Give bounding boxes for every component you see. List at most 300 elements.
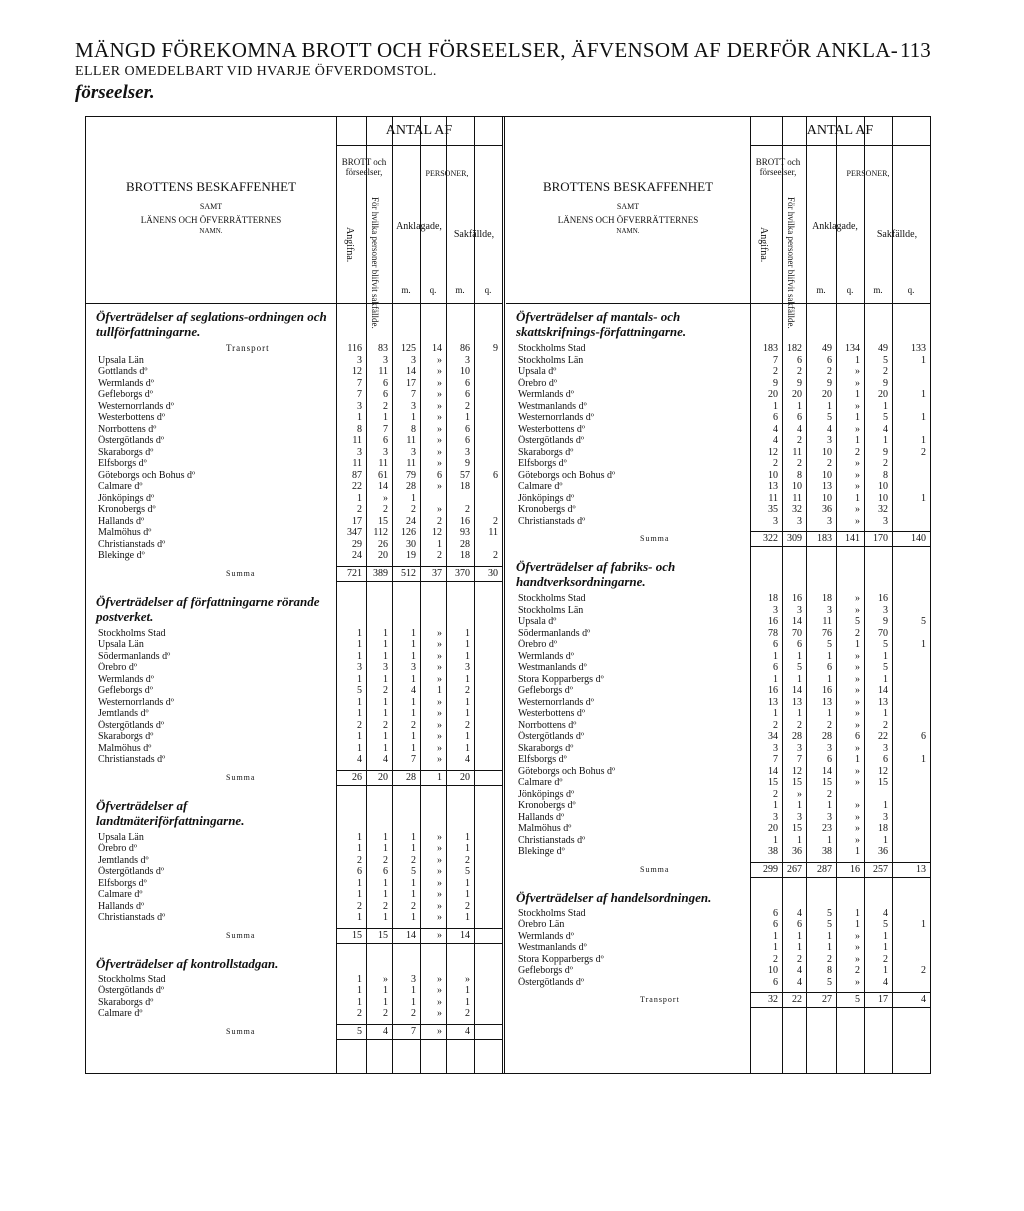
region-name: Norrbottens dº (98, 423, 157, 435)
section-title: Öfverträdelser af seglations-ordningen och tullförfattningarne. (96, 309, 327, 339)
region-name: Göteborgs och Bohus dº (98, 469, 196, 481)
region-name: Wermlands dº (98, 377, 154, 389)
table-cell: 12 (768, 446, 778, 458)
table-cell: 1 (465, 650, 470, 662)
table-cell: 1 (383, 912, 388, 923)
table-cell: 7 (411, 389, 416, 400)
table-cell: 1 (383, 831, 388, 843)
table-row (506, 481, 930, 493)
table-cell: » (855, 515, 860, 527)
table-cell: 2 (465, 685, 470, 696)
summa-rule-bottom (750, 877, 930, 878)
table-cell: 2 (437, 550, 442, 561)
region-name: Wermlands dº (518, 389, 574, 400)
table-cell: » (855, 800, 860, 811)
table-row (506, 639, 930, 651)
table-cell: » (855, 719, 860, 731)
namn-header: NAMN. (616, 227, 640, 235)
table-cell: » (437, 673, 442, 685)
q-header: q. (429, 285, 437, 295)
table-cell: 2 (383, 719, 388, 731)
table-cell: 3 (797, 811, 802, 823)
summa-value: 370 (455, 567, 470, 579)
table-cell: 2 (383, 900, 388, 912)
table-cell: » (437, 662, 442, 673)
table-cell: 32 (792, 504, 802, 515)
for-hvilka-header: För hvilka personer blifvit sakfällde. (370, 197, 380, 329)
table-cell: 2 (383, 685, 388, 696)
table-cell: 2 (357, 1008, 362, 1019)
table-cell: 3 (411, 400, 416, 412)
table-cell: 3 (827, 604, 832, 616)
table-row (506, 605, 930, 617)
table-row (86, 889, 502, 901)
region-name: Malmöhus dº (98, 527, 152, 538)
table-cell: 2 (883, 458, 888, 469)
table-cell: 2 (357, 719, 362, 731)
table-cell: 1 (465, 912, 470, 923)
table-cell: 7 (357, 389, 362, 400)
table-row (86, 504, 502, 516)
summa-row (86, 930, 502, 942)
region-name: Upsala dº (518, 366, 557, 377)
table-cell: 2 (383, 854, 388, 866)
sakfallde-header: Sakfällde, (453, 229, 495, 240)
table-cell: 4 (797, 907, 802, 919)
table-cell: 2 (411, 900, 416, 912)
table-cell: 1 (383, 742, 388, 754)
table-cell: 3 (883, 742, 888, 754)
table-cell: 15 (378, 515, 388, 527)
region-name: Östergötlands dº (98, 985, 164, 996)
table-cell: 34 (768, 731, 778, 742)
table-row (86, 1008, 502, 1020)
table-cell: 3 (357, 354, 362, 366)
table-cell: 10 (768, 469, 778, 481)
table-cell: » (855, 811, 860, 823)
table-cell: 2 (465, 854, 470, 866)
region-name: Skaraborgs dº (98, 996, 154, 1008)
table-row (86, 366, 502, 378)
table-cell: 3 (357, 446, 362, 458)
table-cell: 5 (357, 685, 362, 696)
table-cell: » (437, 719, 442, 731)
table-cell: 2 (883, 719, 888, 731)
section-title: Öfverträdelser af författningarne rörande postverket. (96, 593, 320, 624)
table-cell: 30 (406, 538, 416, 550)
region-name: Norrbottens dº (518, 719, 577, 731)
summa-value: 257 (873, 863, 888, 875)
table-cell: » (855, 942, 860, 953)
summa-value: 22 (792, 994, 802, 1005)
table-cell: 1 (357, 912, 362, 923)
table-cell: 1 (921, 412, 926, 423)
table-cell: » (383, 973, 388, 985)
header-bottom-rule (506, 303, 930, 304)
summa-value: 267 (787, 863, 802, 875)
table-cell: 1 (827, 942, 832, 953)
table-cell: 2 (357, 504, 362, 515)
table-cell: 2 (383, 504, 388, 515)
for-hvilka-header: För hvilka personer blifvit sakfällde. (786, 197, 796, 329)
table-cell: 28 (406, 481, 416, 492)
table-row (86, 424, 502, 436)
table-cell: » (855, 604, 860, 616)
table-cell: 4 (883, 976, 888, 988)
header-bottom-rule (86, 303, 502, 304)
brott-och-header: BROTT och förseelser, (341, 157, 387, 177)
summa-value: » (437, 929, 442, 941)
table-cell: 6 (797, 919, 802, 930)
table-row (86, 985, 502, 997)
table-cell: 6 (773, 907, 778, 919)
samt-header: SAMT (199, 202, 223, 211)
table-cell: 1 (411, 843, 416, 854)
table-cell: 3 (383, 446, 388, 458)
table-cell: 5 (883, 919, 888, 930)
region-name: Jönköpings dº (518, 492, 575, 504)
table-cell: 2 (773, 788, 778, 800)
table-cell: » (437, 854, 442, 866)
brottens-header: BROTTENS BESKAFFENHET (125, 179, 297, 194)
table-cell: 5 (827, 639, 832, 650)
brottens-header: BROTTENS BESKAFFENHET (542, 179, 714, 194)
table-cell: 5 (797, 662, 802, 673)
table-cell: 15 (792, 777, 802, 788)
transport-value: 86 (460, 343, 470, 354)
table-cell: 38 (768, 846, 778, 857)
table-cell: 18 (822, 593, 832, 604)
region-name: Örebro dº (518, 377, 557, 389)
table-cell: 12 (432, 527, 442, 538)
summa-label: Summa (226, 1026, 256, 1036)
region-name: Elfsborgs dº (98, 458, 147, 469)
table-cell: 1 (357, 696, 362, 708)
table-cell: 3 (773, 742, 778, 754)
table-cell: » (437, 354, 442, 366)
table-cell: 2 (827, 366, 832, 377)
table-cell: 10 (822, 492, 832, 504)
table-cell: 3 (773, 811, 778, 823)
table-row (86, 855, 502, 867)
summa-label: Summa (640, 864, 670, 874)
table-cell: 1 (921, 389, 926, 400)
table-cell: 8 (797, 469, 802, 481)
personer-header: PERSONER, (425, 169, 469, 178)
table-cell: 6 (883, 754, 888, 765)
table-cell: 22 (878, 731, 888, 742)
summa-value: 37 (432, 567, 442, 579)
table-cell: 1 (797, 942, 802, 953)
region-name: Blekinge dº (98, 550, 145, 561)
table-cell: 14 (768, 765, 778, 777)
region-name: Göteborgs och Bohus dº (518, 469, 616, 481)
table-cell: 13 (792, 696, 802, 708)
table-cell: » (797, 788, 802, 800)
table-row (506, 651, 930, 663)
region-name: Calmare dº (98, 1008, 143, 1019)
table-cell: 5 (827, 907, 832, 919)
summa-rule (336, 770, 502, 771)
region-name: Christianstads dº (98, 912, 166, 923)
table-cell: 1 (797, 673, 802, 685)
region-name: Kronobergs dº (98, 504, 156, 515)
table-cell: 4 (827, 423, 832, 435)
table-cell: 2 (465, 900, 470, 912)
summa-row (86, 1026, 502, 1038)
table-cell: 13 (768, 481, 778, 492)
summa-value: 183 (817, 533, 832, 544)
table-cell: 2 (921, 965, 926, 976)
summa-value: 15 (378, 929, 388, 941)
summa-value: 170 (873, 533, 888, 544)
region-name: Södermanlands dº (98, 650, 171, 662)
table-row (506, 593, 930, 605)
table-row (506, 835, 930, 847)
table-row (506, 754, 930, 766)
table-cell: » (437, 389, 442, 400)
table-cell: 5 (827, 919, 832, 930)
summa-label: Summa (226, 772, 256, 782)
table-cell: 6 (465, 423, 470, 435)
table-cell: 11 (352, 435, 362, 446)
table-cell: 13 (878, 696, 888, 708)
table-cell: 3 (883, 811, 888, 823)
table-cell: 1 (411, 492, 416, 504)
table-cell: 134 (845, 343, 860, 354)
table-cell: 2 (883, 953, 888, 965)
table-cell: 2 (493, 515, 498, 527)
table-row (86, 708, 502, 720)
table-row (506, 662, 930, 674)
table-cell: 7 (411, 754, 416, 765)
table-cell: » (437, 423, 442, 435)
summa-value: » (437, 1025, 442, 1037)
region-name: Göteborgs och Bohus dº (518, 765, 616, 777)
table-cell: 1 (465, 985, 470, 996)
table-cell: 7 (357, 377, 362, 389)
section-title: Öfverträdelser af fabriks- och handtverksordningarne. (516, 559, 676, 589)
table-cell: 1 (357, 742, 362, 754)
table-cell: 2 (773, 366, 778, 377)
table-row (86, 355, 502, 367)
table-cell: 5 (883, 354, 888, 366)
table-cell: 49 (822, 343, 832, 354)
table-cell: 1 (855, 907, 860, 919)
table-cell: » (437, 900, 442, 912)
table-row (506, 931, 930, 943)
section-title: Öfverträdelser af landtmäteriförfattningarne. (96, 797, 245, 828)
namn-header: NAMN. (199, 227, 223, 235)
table-cell: 1 (883, 942, 888, 953)
table-cell: 4 (883, 423, 888, 435)
table-cell: 2 (383, 1008, 388, 1019)
table-row (86, 697, 502, 709)
table-cell: 1 (411, 639, 416, 650)
summa-value: 287 (817, 863, 832, 875)
table-row (86, 527, 502, 539)
table-row (506, 516, 930, 528)
table-row (506, 424, 930, 436)
table-cell: 36 (878, 846, 888, 857)
table-cell: 1 (411, 889, 416, 900)
table-cell: 1 (797, 930, 802, 942)
table-row (506, 812, 930, 824)
table-cell: 10 (878, 492, 888, 504)
table-cell: 1 (465, 877, 470, 889)
region-name: Kronobergs dº (518, 800, 576, 811)
page-header-line2: ELLER OMEDELBART VID HVARJE ÖFVERDOMSTOL. (75, 64, 437, 79)
table-row (506, 616, 930, 628)
summa-rule (750, 862, 930, 863)
summa-value: 20 (460, 771, 470, 783)
table-row (86, 516, 502, 528)
table-row (86, 470, 502, 482)
table-cell: 1 (383, 627, 388, 639)
region-name: Christianstads dº (98, 538, 166, 550)
table-cell: 3 (827, 515, 832, 527)
table-row (506, 800, 930, 812)
summa-rule (336, 928, 502, 929)
summa-value: 14 (460, 929, 470, 941)
table-cell: 3 (411, 354, 416, 366)
page-header-line1: MÄNGD FÖREKOMNA BROTT OCH FÖRSEELSER, ÄFVENSOM AF DERFÖR ANKLA- (75, 38, 899, 62)
table-cell: » (855, 930, 860, 942)
table-row (86, 662, 502, 674)
table-cell: 1 (797, 708, 802, 719)
table-cell: 3 (357, 400, 362, 412)
table-row (506, 743, 930, 755)
table-cell: » (437, 366, 442, 377)
region-name: Gefleborgs dº (98, 389, 153, 400)
region-name: Upsala Län (98, 354, 144, 366)
table-cell: 10 (768, 965, 778, 976)
table-cell: 1 (383, 696, 388, 708)
region-name: Wermlands dº (518, 650, 574, 662)
sakfallde-header: Sakfällde, (876, 229, 918, 240)
table-cell: 1 (411, 696, 416, 708)
table-row (506, 919, 930, 931)
table-cell: 11 (822, 616, 832, 627)
table-cell: 61 (378, 469, 388, 481)
table-row (86, 720, 502, 732)
region-name: Gefleborgs dº (518, 965, 573, 976)
table-cell: 14 (792, 685, 802, 696)
table-cell: 2 (773, 719, 778, 731)
table-cell: 14 (792, 616, 802, 627)
summa-rule (336, 566, 502, 567)
region-name: Gefleborgs dº (518, 685, 573, 696)
table-cell: 87 (352, 469, 362, 481)
table-cell: 26 (378, 538, 388, 550)
summa-value: 299 (763, 863, 778, 875)
table-row (506, 731, 930, 743)
table-cell: 1 (855, 639, 860, 650)
table-cell: 3 (883, 515, 888, 527)
summa-value: 141 (845, 533, 860, 544)
table-cell: 1 (465, 639, 470, 650)
table-cell: 1 (465, 708, 470, 719)
page-number: 113 (900, 38, 931, 62)
table-cell: 6 (383, 866, 388, 877)
m-header: m. (455, 285, 465, 295)
table-cell: 1 (855, 846, 860, 857)
table-cell: 14 (378, 481, 388, 492)
table-row (86, 378, 502, 390)
region-name: Stockholms Stad (98, 973, 166, 985)
table-cell: » (437, 446, 442, 458)
transport-row (86, 343, 502, 355)
table-cell: » (855, 469, 860, 481)
table-row (506, 343, 930, 355)
table-cell: 3 (773, 515, 778, 527)
summa-value: 14 (406, 929, 416, 941)
table-cell: 5 (465, 866, 470, 877)
summa-rule-bottom (336, 1039, 502, 1040)
table-cell: 1 (357, 843, 362, 854)
table-cell: 1 (411, 627, 416, 639)
table-cell: 1 (827, 930, 832, 942)
summa-label: Transport (640, 995, 680, 1004)
table-cell: 2 (827, 953, 832, 965)
table-cell: 3 (357, 662, 362, 673)
table-cell: 2 (797, 458, 802, 469)
table-cell: 14 (878, 685, 888, 696)
table-cell: » (855, 953, 860, 965)
table-cell: 3 (411, 662, 416, 673)
table-cell: » (855, 400, 860, 412)
table-cell: 6 (827, 754, 832, 765)
summa-row (86, 772, 502, 784)
table-cell: 1 (411, 985, 416, 996)
table-row (86, 447, 502, 459)
table-cell: » (437, 866, 442, 877)
table-cell: 4 (797, 976, 802, 988)
region-name: Jönköpings dº (98, 492, 155, 504)
region-name: Stora Kopparbergs dº (518, 673, 604, 685)
table-cell: 16 (792, 593, 802, 604)
lanens-header: LÄNENS OCH ÖFVERRÄTTERNES (140, 215, 282, 225)
table-cell: » (437, 742, 442, 754)
table-cell: 2 (437, 515, 442, 527)
region-name: Jemtlands dº (98, 854, 149, 866)
table-cell: 22 (352, 481, 362, 492)
table-cell: 1 (921, 919, 926, 930)
table-cell: 6 (773, 639, 778, 650)
table-cell: 1 (383, 673, 388, 685)
table-row (506, 458, 930, 470)
table-cell: 8 (411, 423, 416, 435)
table-cell: 19 (406, 550, 416, 561)
table-cell: 1 (773, 800, 778, 811)
region-name: Östergötlands dº (518, 435, 584, 446)
table-cell: 2 (797, 953, 802, 965)
table-cell: 16 (768, 616, 778, 627)
table-row (506, 708, 930, 720)
region-name: Elfsborgs dº (518, 458, 567, 469)
q-header: q. (484, 285, 492, 295)
table-cell: 16 (768, 685, 778, 696)
table-cell: 2 (465, 1008, 470, 1019)
table-cell: 1 (773, 930, 778, 942)
table-cell: 1 (357, 650, 362, 662)
region-name: Christianstads dº (98, 754, 166, 765)
m-header: m. (401, 285, 411, 295)
region-name: Östergötlands dº (98, 719, 164, 731)
table-cell: 13 (822, 696, 832, 708)
table-cell: 18 (768, 593, 778, 604)
summa-value: 32 (768, 994, 778, 1005)
